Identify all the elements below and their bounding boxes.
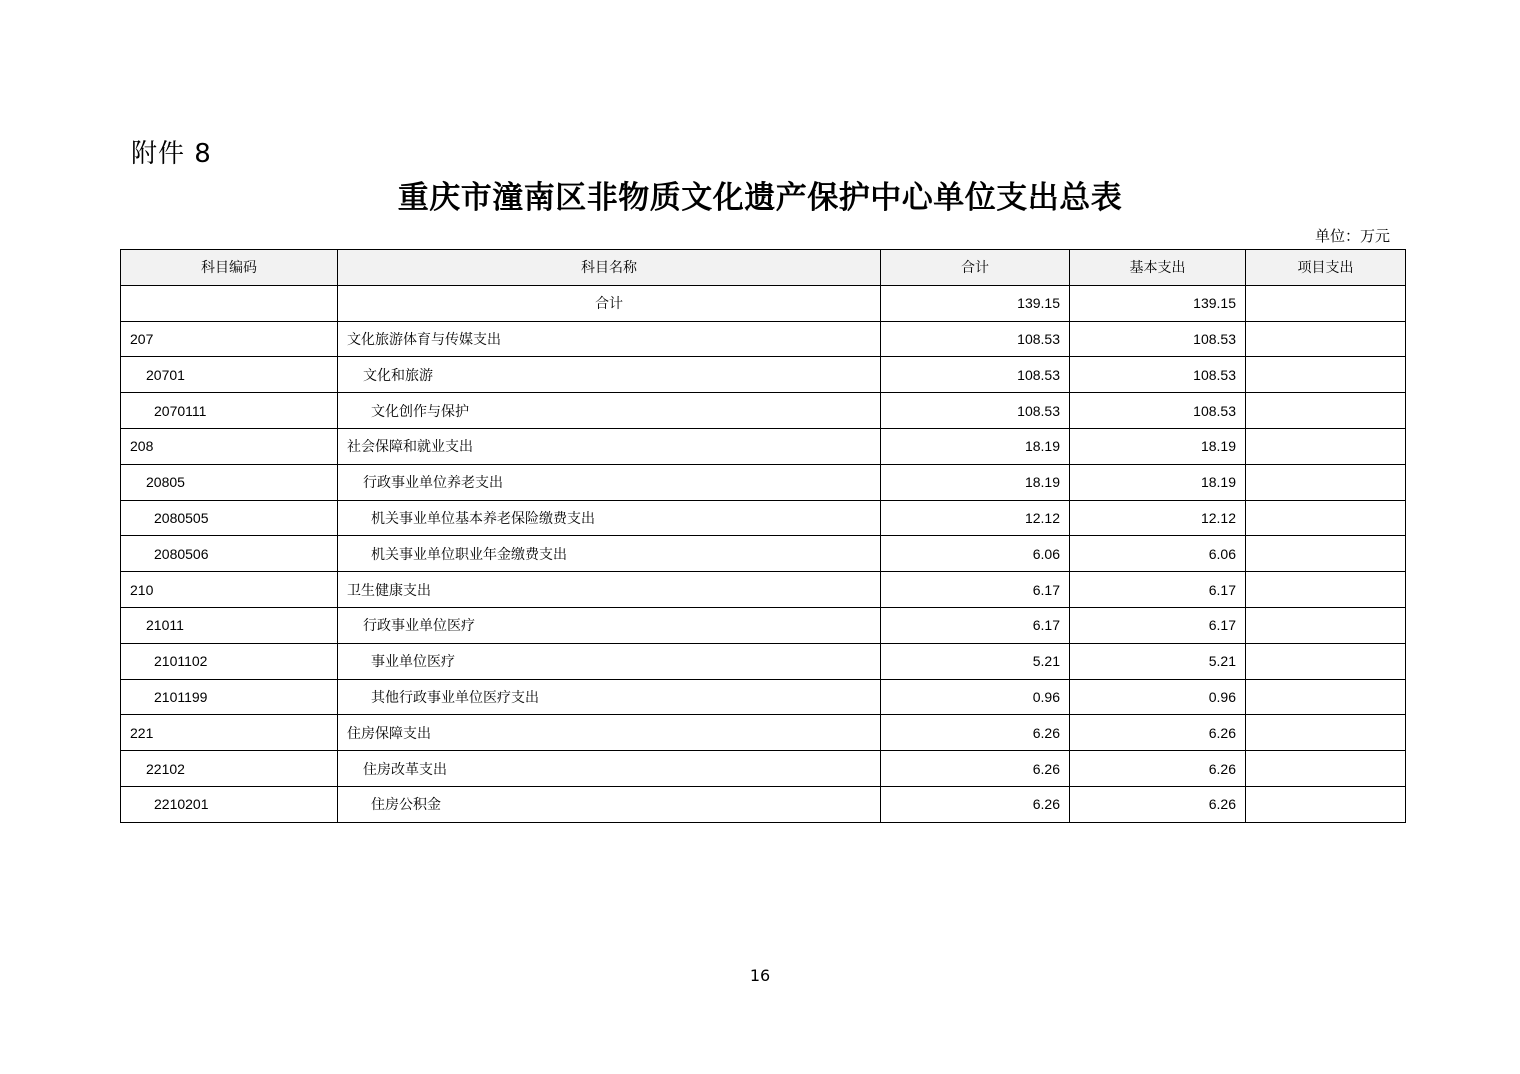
- cell-subject-name: 住房公积金: [338, 786, 881, 822]
- cell-subject-name: 行政事业单位养老支出: [338, 464, 881, 500]
- expenditure-table: [120, 249, 1406, 823]
- cell-project-expenditure: [1246, 536, 1406, 572]
- cell-total: 6.26: [881, 715, 1070, 751]
- cell-subject-name: 事业单位医疗: [338, 643, 881, 679]
- table-row: [121, 751, 1406, 787]
- cell-project-expenditure: [1246, 679, 1406, 715]
- cell-project-expenditure: [1246, 607, 1406, 643]
- cell-basic-expenditure: 6.26: [1070, 751, 1246, 787]
- header-total: 合计: [881, 250, 1070, 286]
- cell-total: 139.15: [881, 285, 1070, 321]
- cell-subject-code: 22102: [121, 751, 338, 787]
- cell-basic-expenditure: 108.53: [1070, 393, 1246, 429]
- cell-basic-expenditure: 6.17: [1070, 607, 1246, 643]
- cell-basic-expenditure: 6.26: [1070, 715, 1246, 751]
- cell-subject-name: 其他行政事业单位医疗支出: [338, 679, 881, 715]
- table-body: [121, 285, 1406, 822]
- cell-project-expenditure: [1246, 464, 1406, 500]
- cell-subject-code: 20805: [121, 464, 338, 500]
- table-row: [121, 500, 1406, 536]
- cell-subject-name: 机关事业单位基本养老保险缴费支出: [338, 500, 881, 536]
- cell-project-expenditure: [1246, 500, 1406, 536]
- table-row: [121, 679, 1406, 715]
- cell-total: 6.26: [881, 751, 1070, 787]
- cell-subject-code: 2210201: [121, 786, 338, 822]
- table-row: [121, 428, 1406, 464]
- cell-basic-expenditure: 6.06: [1070, 536, 1246, 572]
- table-row: [121, 321, 1406, 357]
- cell-subject-name: 机关事业单位职业年金缴费支出: [338, 536, 881, 572]
- cell-total: 5.21: [881, 643, 1070, 679]
- table-row: [121, 786, 1406, 822]
- cell-total: 0.96: [881, 679, 1070, 715]
- table-row: [121, 643, 1406, 679]
- table-row: [121, 393, 1406, 429]
- cell-subject-name: 文化旅游体育与传媒支出: [338, 321, 881, 357]
- cell-subject-code: 208: [121, 428, 338, 464]
- table-row: [121, 715, 1406, 751]
- cell-basic-expenditure: 139.15: [1070, 285, 1246, 321]
- cell-subject-code: 221: [121, 715, 338, 751]
- cell-basic-expenditure: 18.19: [1070, 464, 1246, 500]
- cell-total: 6.06: [881, 536, 1070, 572]
- cell-total: 6.26: [881, 786, 1070, 822]
- cell-subject-code: 2080506: [121, 536, 338, 572]
- cell-total: 108.53: [881, 357, 1070, 393]
- cell-basic-expenditure: 6.26: [1070, 786, 1246, 822]
- cell-subject-code: [121, 285, 338, 321]
- cell-subject-code: 21011: [121, 607, 338, 643]
- cell-total: 6.17: [881, 572, 1070, 608]
- cell-basic-expenditure: 108.53: [1070, 357, 1246, 393]
- table-row: [121, 572, 1406, 608]
- cell-subject-name: 合计: [338, 285, 881, 321]
- header-subject-name: 科目名称: [338, 250, 881, 286]
- cell-project-expenditure: [1246, 285, 1406, 321]
- table-header-row: [121, 250, 1406, 286]
- page-title: 重庆市潼南区非物质文化遗产保护中心单位支出总表: [397, 180, 1123, 216]
- cell-subject-name: 文化和旅游: [338, 357, 881, 393]
- cell-subject-name: 住房改革支出: [338, 751, 881, 787]
- header-basic-expenditure: 基本支出: [1070, 250, 1246, 286]
- cell-project-expenditure: [1246, 393, 1406, 429]
- cell-subject-code: 210: [121, 572, 338, 608]
- cell-subject-code: 20701: [121, 357, 338, 393]
- header-project-expenditure: 项目支出: [1246, 250, 1406, 286]
- cell-subject-code: 2101102: [121, 643, 338, 679]
- cell-basic-expenditure: 0.96: [1070, 679, 1246, 715]
- cell-subject-name: 行政事业单位医疗: [338, 607, 881, 643]
- cell-basic-expenditure: 5.21: [1070, 643, 1246, 679]
- table-row: [121, 607, 1406, 643]
- cell-total: 108.53: [881, 393, 1070, 429]
- page-number: 16: [749, 966, 771, 985]
- cell-project-expenditure: [1246, 715, 1406, 751]
- cell-project-expenditure: [1246, 572, 1406, 608]
- cell-project-expenditure: [1246, 643, 1406, 679]
- header-subject-code: 科目编码: [121, 250, 338, 286]
- cell-total: 6.17: [881, 607, 1070, 643]
- table-row: [121, 464, 1406, 500]
- cell-project-expenditure: [1246, 428, 1406, 464]
- cell-project-expenditure: [1246, 786, 1406, 822]
- cell-subject-name: 卫生健康支出: [338, 572, 881, 608]
- unit-label: 单位：万元: [1314, 227, 1390, 245]
- cell-project-expenditure: [1246, 321, 1406, 357]
- cell-subject-code: 2070111: [121, 393, 338, 429]
- cell-subject-code: 2101199: [121, 679, 338, 715]
- cell-subject-code: 2080505: [121, 500, 338, 536]
- cell-subject-code: 207: [121, 321, 338, 357]
- cell-project-expenditure: [1246, 357, 1406, 393]
- cell-basic-expenditure: 12.12: [1070, 500, 1246, 536]
- cell-total: 18.19: [881, 428, 1070, 464]
- cell-total: 12.12: [881, 500, 1070, 536]
- cell-subject-name: 住房保障支出: [338, 715, 881, 751]
- table-row: [121, 536, 1406, 572]
- cell-subject-name: 社会保障和就业支出: [338, 428, 881, 464]
- table-row: [121, 357, 1406, 393]
- cell-subject-name: 文化创作与保护: [338, 393, 881, 429]
- cell-basic-expenditure: 18.19: [1070, 428, 1246, 464]
- cell-basic-expenditure: 108.53: [1070, 321, 1246, 357]
- cell-project-expenditure: [1246, 751, 1406, 787]
- cell-total: 108.53: [881, 321, 1070, 357]
- attachment-label: 附件 8: [131, 139, 212, 169]
- cell-total: 18.19: [881, 464, 1070, 500]
- cell-basic-expenditure: 6.17: [1070, 572, 1246, 608]
- table-row: [121, 285, 1406, 321]
